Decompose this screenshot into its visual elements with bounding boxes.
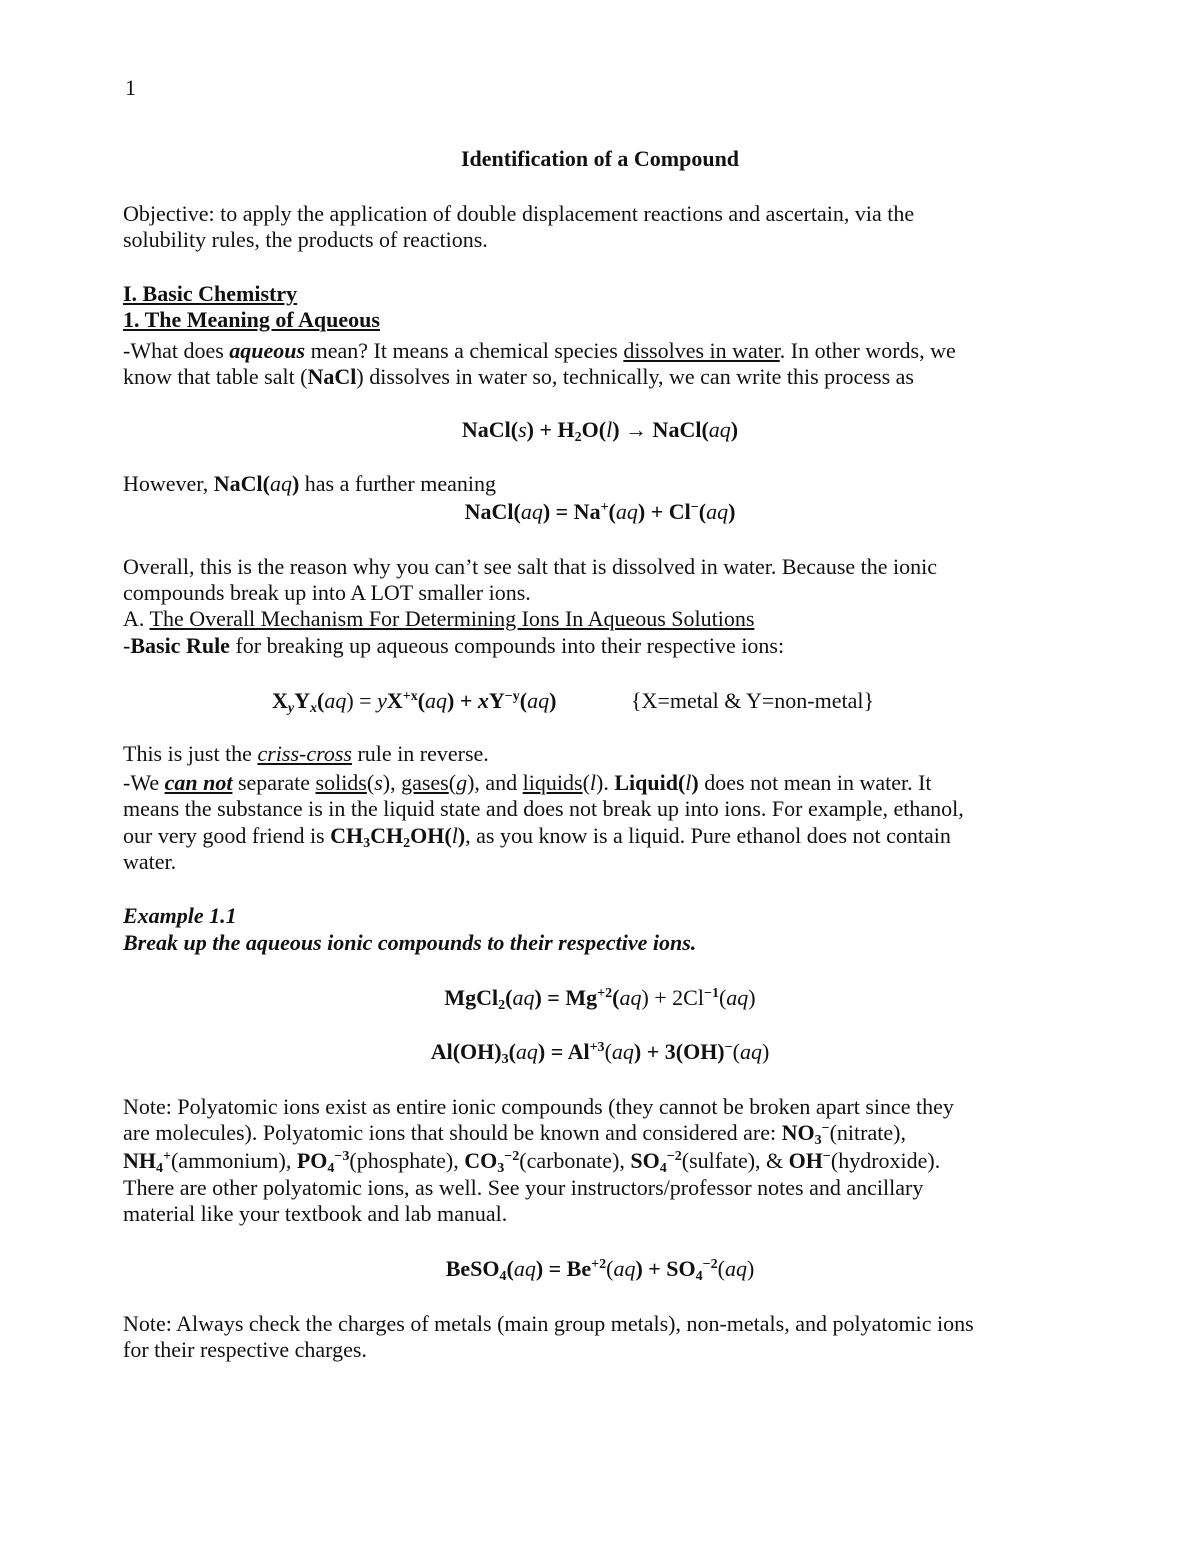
equation-nacl-dissolving: NaCl(s) + $H_2O(l)$ → NaCl(aq) <box>461 417 739 445</box>
example-instruction: Break up the aqueous ionic compounds to their respective ions. <box>123 930 697 955</box>
polyatomic-note-line-4: There are other polyatomic ions, as well. See your instructors/professor notes and ancillary <box>123 1175 924 1200</box>
overall-line-2: compounds break up into A LOT smaller ions. <box>123 580 531 605</box>
cannot-separate-line-2: means the substance is in the liquid state and does not break up into ions. For example, ethanol, <box>123 796 964 821</box>
criss-cross-line: This is just the criss-cross rule in reverse. <box>123 741 489 766</box>
equation-aloh3: $Al(OH)_3(aq) = Al^{+3}(aq) + 3(OH)^-(aq)$ <box>430 1039 770 1067</box>
equation-mgcl2: MgCl$_2$(aq) = $Mg^{+2}(aq) + 2Cl^{-1}(aq)$ <box>444 985 756 1013</box>
section-heading: I. Basic Chemistry <box>123 281 298 306</box>
objective-line-1: Objective: to apply the application of double displacement reactions and ascertain, via the <box>123 201 915 226</box>
document-title: Identification of a Compound <box>460 146 740 171</box>
page-number: 1 <box>125 75 136 100</box>
polyatomic-note-line-3: $NH_4^+(ammonium)$, $PO_4^{-3}(phosphate)$, $CO_3^{-2}(carbonate)$, $SO_4^{-2}(sulfate)$, & OH−(hydroxide). <box>123 1148 941 1176</box>
cannot-separate-line-1: -We can not separate solids(s), gases(g), and liquids(l). Liquid(l) does not mean in water. It <box>123 770 932 795</box>
equation-nacl-ions: NaCl(aq) = Na+(aq) + Cl−(aq) <box>464 499 736 524</box>
cannot-separate-line-4: water. <box>123 849 177 874</box>
aqueous-paragraph-line-1: -What does aqueous mean? It means a chemical species dissolves in water. In other words, we <box>123 338 956 363</box>
cannot-separate-line-3: our very good friend is $CH_3CH_2OH(l)$, as you know is a liquid. Pure ethanol does not contain <box>123 823 951 851</box>
charges-note-line-2: for their respective charges. <box>123 1337 367 1362</box>
subsection-heading: 1. The Meaning of Aqueous <box>123 307 380 332</box>
equation-beso4: BeSO$_4$(aq) = $Be^{+2}(aq) + SO_4^{-2}(aq)$ <box>445 1256 755 1284</box>
example-title: Example 1.1 <box>123 903 237 928</box>
polyatomic-note-line-2: are molecules). Polyatomic ions that should be known and considered are: $NO_3^-(nitrate)$, <box>123 1120 906 1148</box>
objective-line-2: solubility rules, the products of reactions. <box>123 227 488 252</box>
aqueous-paragraph-line-2: know that table salt (NaCl) dissolves in water so, technically, we can write this process as <box>123 364 914 389</box>
polyatomic-note-line-1: Note: Polyatomic ions exist as entire ionic compounds (they cannot be broken apart since they <box>123 1094 954 1119</box>
subheading-overall-mechanism: A. The Overall Mechanism For Determining Ions In Aqueous Solutions <box>123 606 755 631</box>
however-line: However, NaCl(aq) has a further meaning <box>123 471 496 496</box>
basic-rule-line: -Basic Rule for breaking up aqueous compounds into their respective ions: <box>123 633 785 658</box>
polyatomic-note-line-5: material like your textbook and lab manual. <box>123 1201 508 1226</box>
equation-general-rule: $X_yY_x(aq) = yX^{+x}(aq) + xY^{-y}(aq)$ <box>272 688 557 716</box>
equation-general-rule-note: {X=metal & Y=non-metal} <box>631 688 875 713</box>
overall-line-1: Overall, this is the reason why you can’t see salt that is dissolved in water. Because the ionic <box>123 554 938 579</box>
charges-note-line-1: Note: Always check the charges of metals (main group metals), non-metals, and polyatomic ions <box>123 1311 974 1336</box>
